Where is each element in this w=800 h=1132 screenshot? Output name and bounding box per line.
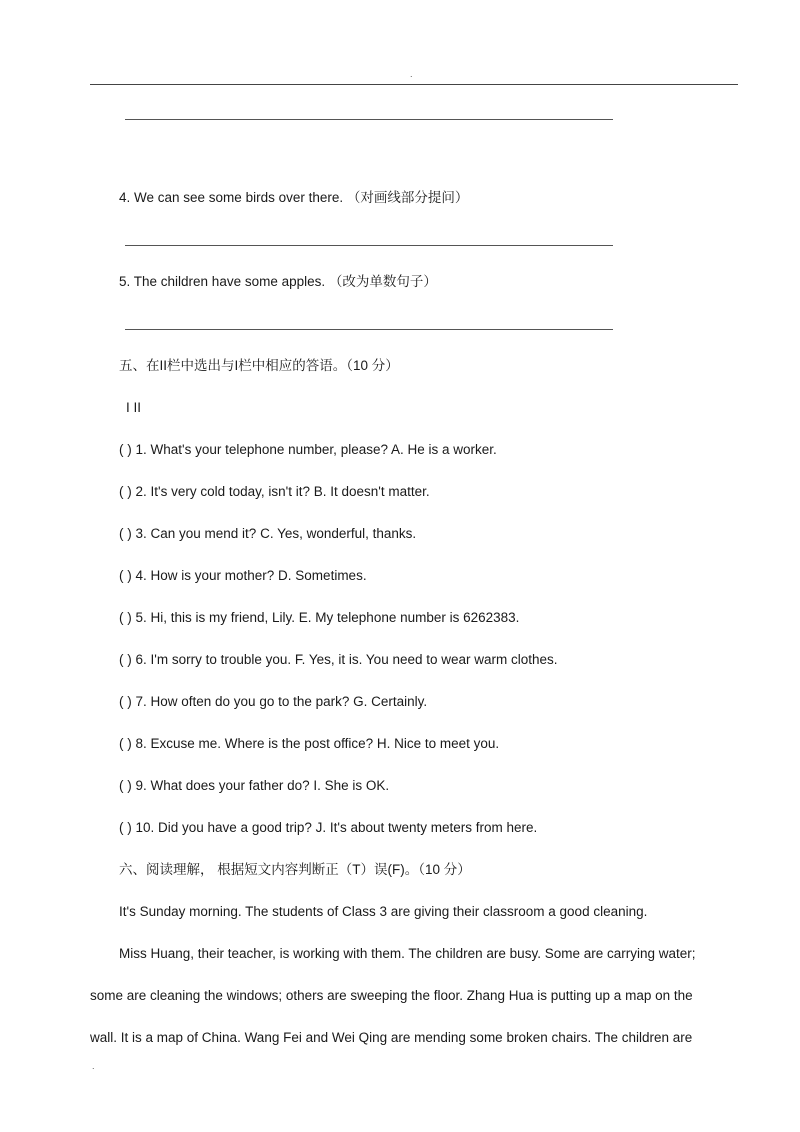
column-headers: I II	[126, 400, 142, 415]
match-item-7: ( ) 7. How often do you go to the park? G. Certainly.	[119, 694, 428, 709]
section-5-title: 五、在II栏中选出与I栏中相应的答语。（10 分）	[119, 358, 399, 373]
match-item-4: ( ) 4. How is your mother? D. Sometimes.	[119, 568, 367, 583]
answer-line-5	[125, 329, 613, 330]
match-item-10: ( ) 10. Did you have a good trip? J. It's about twenty meters from here.	[119, 820, 538, 835]
section-6-title: 六、阅读理解， 根据短文内容判断正（T）误(F)。（10 分）	[119, 862, 471, 877]
match-item-5: ( ) 5. Hi, this is my friend, Lily. E. My telephone number is 6262383.	[119, 610, 520, 625]
match-item-2: ( ) 2. It's very cold today, isn't it? B. It doesn't matter.	[119, 484, 430, 499]
passage-line-4: wall. It is a map of China. Wang Fei and Wei Qing are mending some broken chairs. The children are	[90, 1030, 693, 1045]
answer-line-3	[125, 119, 613, 120]
rewrite-question-4: 4. We can see some birds over there. （对画线部分提问）	[119, 190, 469, 205]
passage-line-3: some are cleaning the windows; others are sweeping the floor. Zhang Hua is putting up a map on the	[90, 988, 693, 1003]
match-item-3: ( ) 3. Can you mend it? C. Yes, wonderful, thanks.	[119, 526, 417, 541]
passage-line-1: It's Sunday morning. The students of Class 3 are giving their classroom a good cleaning.	[119, 904, 648, 919]
header-rule	[90, 84, 738, 85]
match-item-1: ( ) 1. What's your telephone number, please? A. He is a worker.	[119, 442, 497, 457]
match-item-6: ( ) 6. I'm sorry to trouble you. F. Yes, it is. You need to wear warm clothes.	[119, 652, 558, 667]
rewrite-question-5: 5. The children have some apples. （改为单数句子）	[119, 274, 437, 289]
passage-line-2: Miss Huang, their teacher, is working with them. The children are busy. Some are carrying water;	[119, 946, 696, 961]
footer-mark: .	[92, 1061, 95, 1071]
header-mark: .	[410, 69, 413, 79]
match-item-8: ( ) 8. Excuse me. Where is the post office? H. Nice to meet you.	[119, 736, 500, 751]
match-item-9: ( ) 9. What does your father do? I. She is OK.	[119, 778, 390, 793]
answer-line-4	[125, 245, 613, 246]
